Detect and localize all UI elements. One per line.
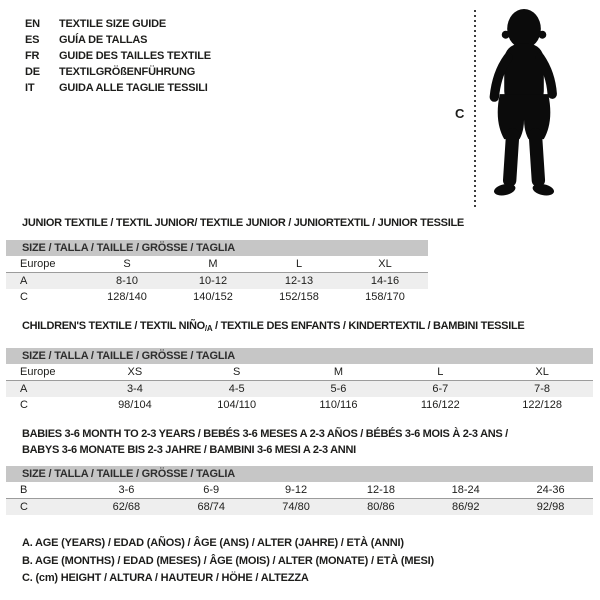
size-cell: 98/104	[118, 399, 152, 411]
size-cell: 92/98	[536, 501, 565, 513]
table-row	[6, 397, 593, 413]
size-cell: 4-5	[228, 383, 245, 395]
size-cell: M	[170, 256, 256, 273]
guide-title-it: GUIDA ALLE TAGLIE TESSILI	[59, 82, 208, 94]
size-cell: L	[389, 364, 491, 381]
footnote-c: C. (cm) HEIGHT / ALTURA / HAUTEUR / HÖHE / ALTEZZA	[22, 572, 309, 584]
children-title-prefix: CHILDREN'S TEXTILE / TEXTIL NIÑO	[22, 320, 205, 332]
children-title-subscript: /A	[204, 324, 213, 333]
size-header-row: SIZE / TALLA / TAILLE / GRÖSSE / TAGLIA	[6, 348, 593, 364]
language-code: DE	[25, 66, 40, 78]
language-code: IT	[25, 82, 35, 94]
language-row-fr	[25, 48, 211, 64]
size-cell: 5-6	[330, 383, 347, 395]
size-cell: 3-6	[84, 482, 169, 499]
size-cell: 12-13	[284, 275, 314, 287]
row-label: C	[20, 501, 28, 513]
table-row	[6, 364, 593, 381]
row-label: C	[20, 399, 28, 411]
children-title-suffix: / TEXTILE DES ENFANTS / KINDERTEXTIL / BAMBINI TESSILE	[212, 320, 525, 332]
size-cell: XL	[342, 256, 428, 273]
babies-title-line2: BABYS 3-6 MONATE BIS 2-3 JAHRE / BAMBINI 3-6 MESI A 2-3 ANNI	[22, 444, 356, 456]
language-row-es	[25, 32, 211, 48]
language-row-it	[25, 80, 211, 96]
size-cell: XS	[84, 364, 186, 381]
language-row-en	[25, 16, 211, 32]
junior-table-title: JUNIOR TEXTILE / TEXTIL JUNIOR/ TEXTILE JUNIOR / JUNIORTEXTIL / JUNIOR TESSILE	[22, 217, 464, 229]
size-header-row: SIZE / TALLA / TAILLE / GRÖSSE / TAGLIA	[6, 240, 428, 256]
language-code: ES	[25, 34, 40, 46]
language-code: EN	[25, 18, 40, 30]
size-cell: 6-9	[169, 482, 254, 499]
guide-title-fr: GUIDE DES TAILLES TEXTILE	[59, 50, 211, 62]
row-label: Europe	[6, 256, 84, 273]
row-label: C	[20, 291, 28, 303]
junior-size-table	[6, 240, 428, 305]
footnote-b: B. AGE (MONTHS) / EDAD (MESES) / ÂGE (MOIS) / ALTER (MONATE) / ETÀ (MESI)	[22, 554, 434, 567]
babies-table	[6, 482, 593, 515]
size-cell: 152/158	[279, 291, 319, 303]
size-cell: 3-4	[126, 383, 143, 395]
height-measure-label: C	[455, 106, 465, 121]
size-cell: 116/122	[420, 399, 460, 411]
baby-silhouette-icon	[484, 8, 568, 206]
table-row	[6, 482, 593, 499]
size-cell: 158/170	[365, 291, 405, 303]
row-label: A	[20, 383, 28, 395]
size-cell: 14-16	[370, 275, 400, 287]
table-row	[6, 381, 593, 398]
babies-table-title	[22, 426, 508, 458]
size-cell: 7-8	[534, 383, 551, 395]
size-cell: 8-10	[115, 275, 139, 287]
size-cell: 10-12	[198, 275, 228, 287]
size-cell: 18-24	[423, 482, 508, 499]
row-label: Europe	[6, 364, 84, 381]
table-row	[6, 289, 428, 305]
size-cell: XL	[491, 364, 593, 381]
size-cell: 128/140	[107, 291, 147, 303]
language-row-de	[25, 64, 211, 80]
size-cell: L	[256, 256, 342, 273]
size-cell: 86/92	[451, 501, 480, 513]
children-table-title	[22, 318, 524, 337]
babies-size-table	[6, 466, 593, 515]
size-cell: M	[288, 364, 390, 381]
size-cell: 68/74	[197, 501, 225, 513]
size-cell: 6-7	[432, 383, 449, 395]
table-row	[6, 499, 593, 516]
size-cell: 140/152	[193, 291, 233, 303]
babies-title-line1: BABIES 3-6 MONTH TO 2-3 YEARS / BEBÉS 3-6 MESES A 2-3 AÑOS / BÉBÉS 3-6 MOIS À 2-3 ANS /	[22, 428, 508, 440]
footnotes	[22, 535, 434, 588]
footnote-a: A. AGE (YEARS) / EDAD (AÑOS) / ÂGE (ANS) / ALTER (JAHRE) / ETÀ (ANNI)	[22, 537, 404, 549]
guide-title-de: TEXTILGRÖßENFÜHRUNG	[59, 66, 196, 78]
size-cell: 24-36	[508, 482, 593, 499]
children-table	[6, 364, 593, 413]
guide-title-en: TEXTILE SIZE GUIDE	[59, 18, 167, 30]
size-cell: 80/86	[367, 501, 395, 513]
junior-table	[6, 256, 428, 305]
size-cell: 12-18	[338, 482, 423, 499]
size-header-row: SIZE / TALLA / TAILLE / GRÖSSE / TAGLIA	[6, 466, 593, 482]
size-cell: 74/80	[282, 501, 310, 513]
table-row	[6, 256, 428, 273]
size-cell: 104/110	[217, 399, 257, 411]
size-cell: 9-12	[254, 482, 339, 499]
size-cell: S	[84, 256, 170, 273]
children-size-table	[6, 348, 593, 413]
row-label: B	[6, 482, 84, 499]
size-cell: 122/128	[522, 399, 562, 411]
language-code: FR	[25, 50, 40, 62]
table-row	[6, 273, 428, 290]
size-cell: 110/116	[319, 399, 358, 411]
row-label: A	[20, 275, 28, 287]
size-cell: S	[186, 364, 288, 381]
language-title-list	[25, 16, 211, 96]
height-dashed-line	[474, 10, 476, 210]
size-cell: 62/68	[112, 501, 141, 513]
guide-title-es: GUÍA DE TALLAS	[59, 34, 148, 46]
